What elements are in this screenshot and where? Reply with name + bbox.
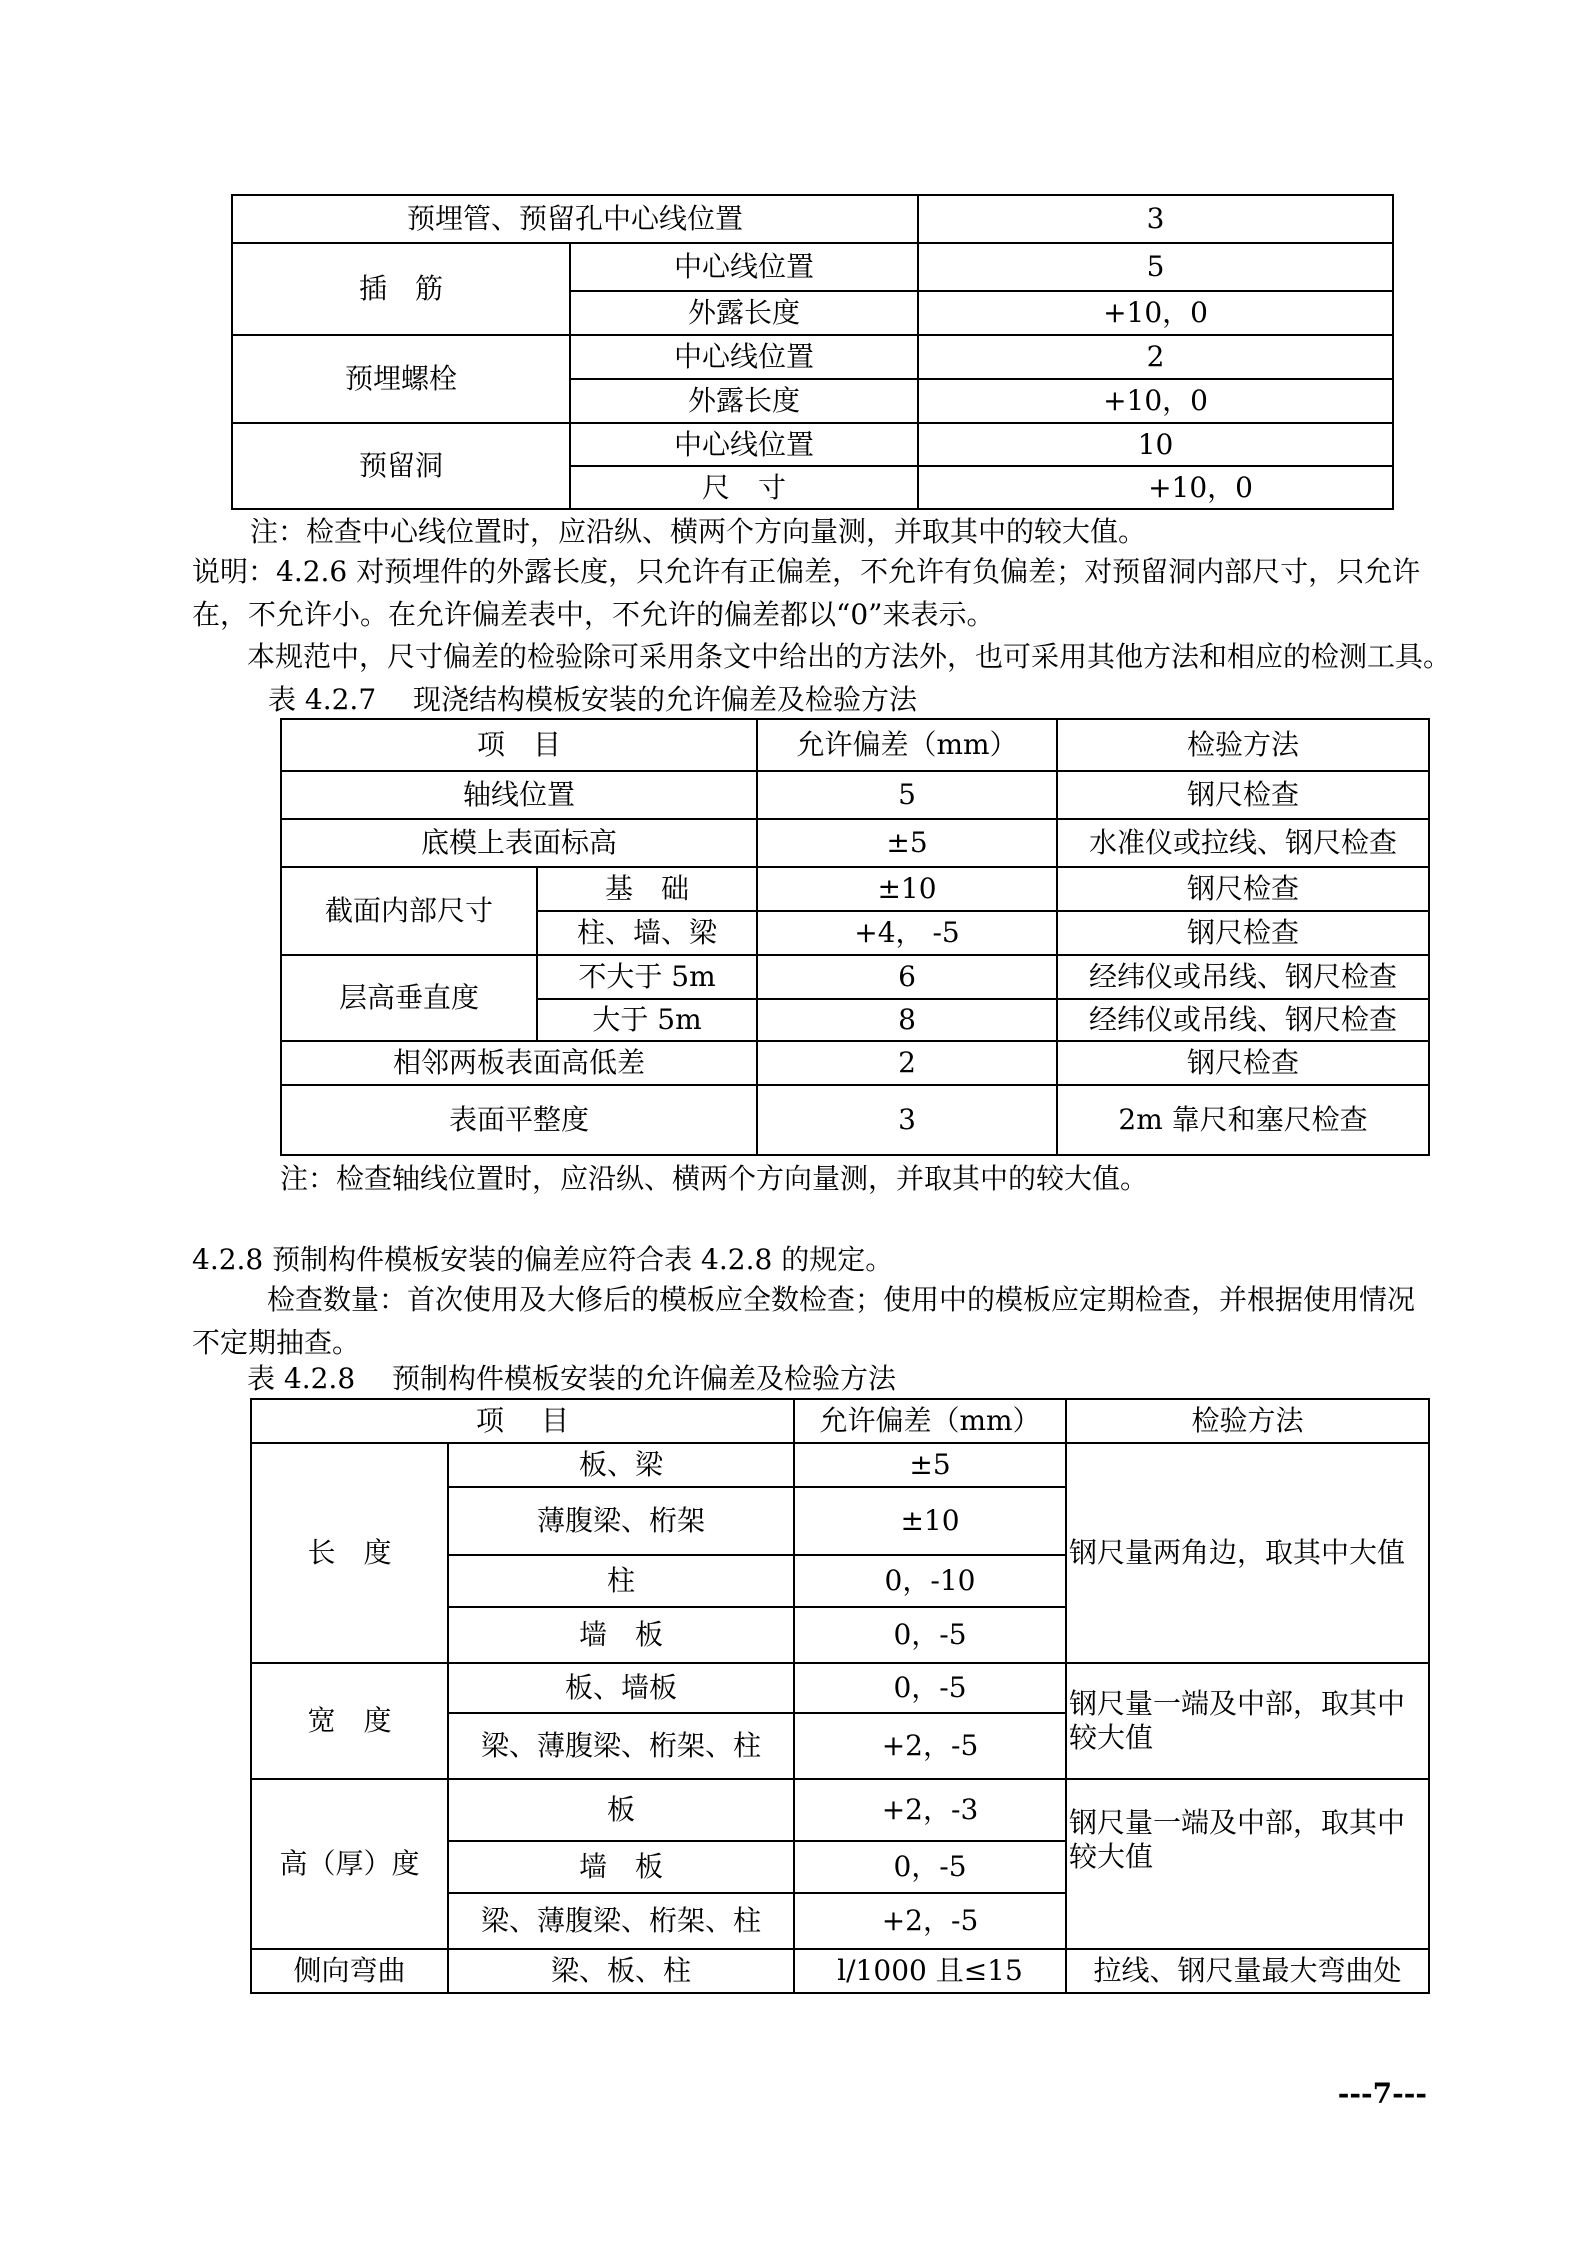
table1-note: 注：检查中心线位置时，应沿纵、横两个方向量测，并取其中的较大值。 [250, 515, 1147, 548]
cell-value: 5 [918, 243, 1393, 291]
cell-tolerance: +4， -5 [757, 911, 1057, 955]
table-row [281, 955, 1429, 999]
cell-sub: 柱 [448, 1555, 794, 1607]
cell-tolerance: 3 [757, 1085, 1057, 1155]
table-row [232, 335, 1393, 379]
cell-sub: 薄腹梁、桁架 [448, 1487, 794, 1555]
table-row [251, 1779, 1429, 1841]
page-number: ---7--- [1337, 2077, 1427, 2110]
table-row [281, 1041, 1429, 1085]
header-item: 项 目 [251, 1399, 794, 1443]
cell-group: 预埋螺栓 [232, 335, 570, 423]
cell-sub: 梁、板、柱 [448, 1949, 794, 1993]
cell-method: 钢尺检查 [1057, 911, 1429, 955]
cell-tolerance: ±10 [757, 867, 1057, 911]
cell-sub: 外露长度 [570, 291, 918, 335]
table-embedded-parts [231, 194, 1394, 510]
cell-group: 截面内部尺寸 [281, 867, 537, 955]
cell-tolerance: 6 [757, 955, 1057, 999]
cell-method: 钢尺检查 [1057, 771, 1429, 819]
cell-group: 预留洞 [232, 423, 570, 509]
cell-value: 2 [918, 335, 1393, 379]
cell-sub: 中心线位置 [570, 243, 918, 291]
cell-sub: 墙 板 [448, 1841, 794, 1893]
cell-sub: 中心线位置 [570, 423, 918, 466]
cell-value: 3 [918, 195, 1393, 243]
cell-sub: 梁、薄腹梁、桁架、柱 [448, 1893, 794, 1949]
cell-method: 钢尺量一端及中部，取其中较大值 [1066, 1663, 1429, 1779]
cell-item: 表面平整度 [281, 1085, 757, 1155]
header-tolerance: 允许偏差（mm） [794, 1399, 1066, 1443]
cell-method: 经纬仪或吊线、钢尺检查 [1057, 955, 1429, 999]
cell-tolerance: +2，-5 [794, 1893, 1066, 1949]
table-header-row [281, 719, 1429, 771]
cell-value: 10 [918, 423, 1393, 466]
cell-sub: 墙 板 [448, 1607, 794, 1663]
cell-tolerance: 0，-5 [794, 1663, 1066, 1713]
cell-sub: 不大于 5m [537, 955, 757, 999]
table-row [281, 771, 1429, 819]
cell-item: 轴线位置 [281, 771, 757, 819]
section-428-check: 检查数量：首次使用及大修后的模板应全数检查；使用中的模板应定期检查，并根据使用情况不定期抽查。 [192, 1283, 1416, 1359]
table-row [232, 243, 1393, 291]
cell-sub: 梁、薄腹梁、桁架、柱 [448, 1713, 794, 1779]
cell-tolerance: ±10 [794, 1487, 1066, 1555]
cell-sub: 大于 5m [537, 999, 757, 1041]
table2-caption: 表 4.2.7 现浇结构模板安装的允许偏差及检验方法 [268, 683, 918, 716]
cell-group: 侧向弯曲 [251, 1949, 448, 1993]
cell-sub: 尺 寸 [570, 466, 918, 509]
cell-sub: 板、墙板 [448, 1663, 794, 1713]
cell-group: 长 度 [251, 1443, 448, 1663]
cell-sub: 基 础 [537, 867, 757, 911]
cell-sub: 板 [448, 1779, 794, 1841]
cell-item: 相邻两板表面高低差 [281, 1041, 757, 1085]
cell-tolerance: 0，-10 [794, 1555, 1066, 1607]
cell-tolerance: ±5 [757, 819, 1057, 867]
cell-method: 2m 靠尺和塞尺检查 [1057, 1085, 1429, 1155]
table-row [251, 1663, 1429, 1713]
cell-tolerance: 2 [757, 1041, 1057, 1085]
cell-tolerance: l/1000 且≤15 [794, 1949, 1066, 1993]
cell-value: +10，0 [918, 379, 1393, 423]
cell-sub: 中心线位置 [570, 335, 918, 379]
table-row [251, 1949, 1429, 1993]
cell-value: +10，0 [918, 291, 1393, 335]
cell-tolerance: 0，-5 [794, 1607, 1066, 1663]
cell-method: 钢尺量一端及中部，取其中较大值 [1066, 1779, 1429, 1949]
cell-tolerance: 5 [757, 771, 1057, 819]
table-precast-formwork [250, 1398, 1430, 1994]
paragraph: 本规范中，尺寸偏差的检验除可采用条文中给出的方法外，也可采用其他方法和相应的检测工具。 [247, 640, 1452, 673]
table-header-row [251, 1399, 1429, 1443]
table-row [232, 195, 1393, 243]
table-row [251, 1443, 1429, 1487]
cell-tolerance: +2，-3 [794, 1779, 1066, 1841]
cell-item: 预埋管、预留孔中心线位置 [232, 195, 918, 243]
cell-group: 高（厚）度 [251, 1779, 448, 1949]
cell-sub: 柱、墙、梁 [537, 911, 757, 955]
table-row [281, 867, 1429, 911]
cell-sub: 板、梁 [448, 1443, 794, 1487]
cell-group: 层高垂直度 [281, 955, 537, 1041]
table-row [232, 423, 1393, 466]
explanation: 说明：4.2.6 对预埋件的外露长度，只允许有正偏差，不允许有负偏差；对预留洞内部尺寸，只允许在，不允许小。在允许偏差表中，不允许的偏差都以“0”来表示。 [192, 555, 1421, 631]
table-cast-in-place-formwork [280, 718, 1430, 1156]
cell-tolerance: 0，-5 [794, 1841, 1066, 1893]
cell-value: +10，0 [918, 466, 1393, 509]
cell-method: 经纬仪或吊线、钢尺检查 [1057, 999, 1429, 1041]
header-method: 检验方法 [1057, 719, 1429, 771]
cell-tolerance: +2，-5 [794, 1713, 1066, 1779]
table-row [281, 819, 1429, 867]
cell-sub: 外露长度 [570, 379, 918, 423]
cell-method: 水准仪或拉线、钢尺检查 [1057, 819, 1429, 867]
cell-tolerance: 8 [757, 999, 1057, 1041]
section-428-heading: 4.2.8 预制构件模板安装的偏差应符合表 4.2.8 的规定。 [192, 1243, 894, 1276]
cell-method: 拉线、钢尺量最大弯曲处 [1066, 1949, 1429, 1993]
header-item: 项 目 [281, 719, 757, 771]
header-method: 检验方法 [1066, 1399, 1429, 1443]
header-tolerance: 允许偏差（mm） [757, 719, 1057, 771]
cell-group: 插 筋 [232, 243, 570, 335]
cell-group: 宽 度 [251, 1663, 448, 1779]
cell-method: 钢尺检查 [1057, 867, 1429, 911]
table3-caption: 表 4.2.8 预制构件模板安装的允许偏差及检验方法 [247, 1362, 897, 1395]
cell-method: 钢尺检查 [1057, 1041, 1429, 1085]
cell-item: 底模上表面标高 [281, 819, 757, 867]
table2-note: 注：检查轴线位置时，应沿纵、横两个方向量测，并取其中的较大值。 [280, 1162, 1149, 1195]
cell-method: 钢尺量两角边，取其中大值 [1066, 1443, 1429, 1663]
cell-tolerance: ±5 [794, 1443, 1066, 1487]
table-row [281, 1085, 1429, 1155]
